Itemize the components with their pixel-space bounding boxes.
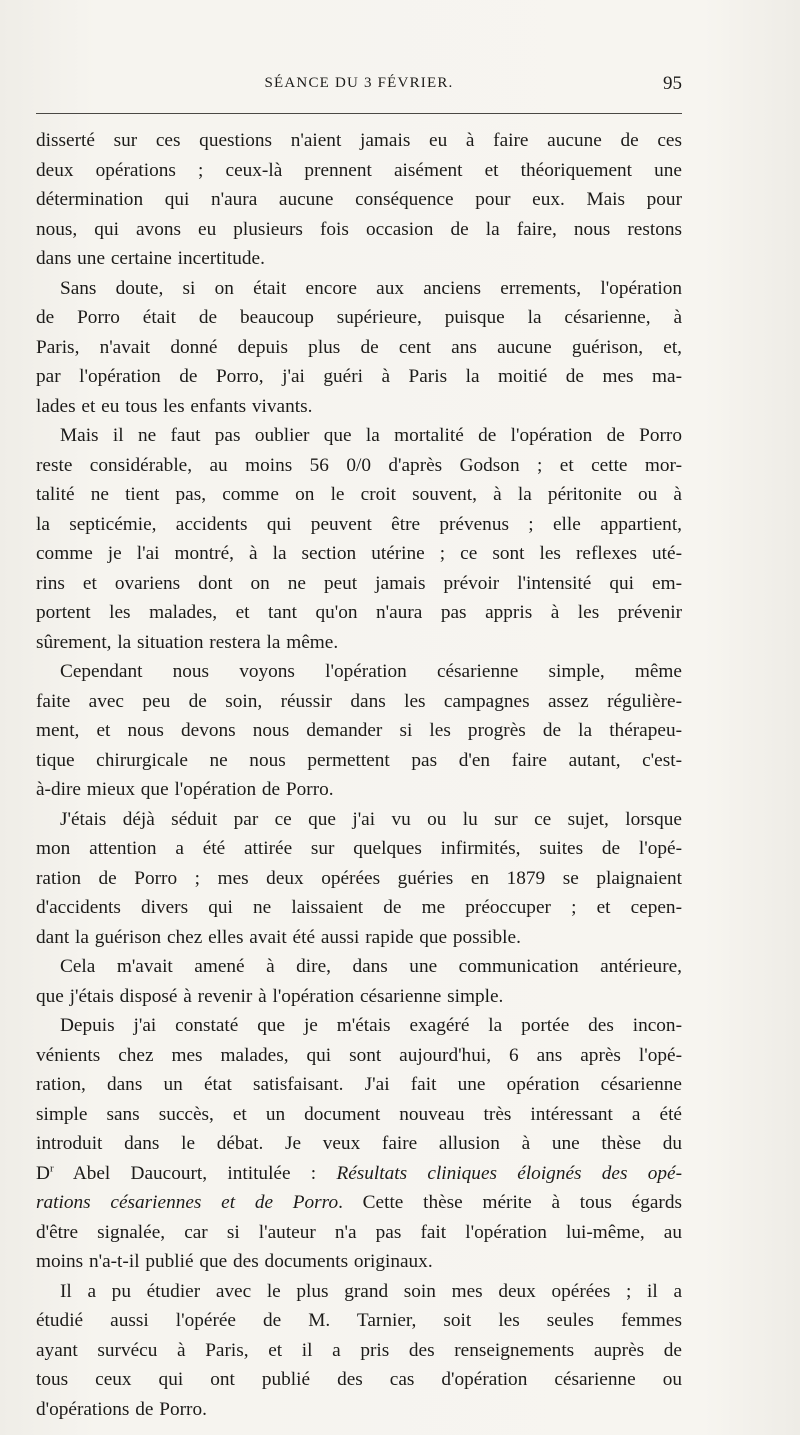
text-line: simple sans succès, et un document nouveau très intéressant a été (36, 1103, 682, 1125)
text-line: Sans doute, si on était encore aux anciens errements, l'opération (60, 277, 682, 299)
text-line: $D^r$ Abel Daucourt, intitulée : Résultats cliniques éloignés des opé- (36, 1162, 682, 1184)
text-line: nous, qui avons eu plusieurs fois occasion de la faire, nous restons (36, 218, 682, 240)
thesis-title: Résultats cliniques éloignés des opé- (336, 1162, 682, 1184)
text-line: ration de Porro ; mes deux opérées guéries en 1879 se plaignaient (36, 867, 682, 889)
text-line: Mais il ne faut pas oublier que la mortalité de l'opération de Porro (60, 425, 682, 446)
text-line: de Porro était de beaucoup supérieure, puisque la césarienne, à (36, 307, 682, 328)
doctor-abbrev: $D^r$ (36, 1162, 54, 1184)
text-line: Cela m'avait amené à dire, dans une communication antérieure, (60, 956, 682, 977)
text-line: à-dire mieux que l'opération de Porro. (36, 779, 334, 800)
text-line: d'accidents divers qui ne laissaient de me préoccuper ; et cepen- (36, 897, 682, 918)
text-line: Paris, n'avait donné depuis plus de cent ans aucune guérison, et, (36, 336, 682, 358)
text-line: comme je l'ai montré, à la section utérine ; ce sont les reflexes uté- (36, 543, 682, 564)
text-line: dant la guérison chez elles avait été aussi rapide que possible. (36, 926, 521, 948)
text-line: reste considérable, au moins 56 0/0 d'après Godson ; et cette mor- (36, 454, 682, 476)
text-line: d'être signalée, car si l'auteur n'a pas fait l'opération lui-même, au (36, 1221, 682, 1243)
text-line: Il a pu étudier avec le plus grand soin mes deux opérées ; il a (60, 1280, 682, 1302)
running-head (36, 75, 682, 97)
body-text (36, 126, 682, 1424)
text-line: tique chirurgicale ne nous permettent pas d'en faire autant, c'est- (36, 749, 682, 771)
text-line: la septicémie, accidents qui peuvent être prévenus ; elle appartient, (36, 513, 682, 535)
text-line: étudié aussi l'opérée de M. Tarnier, soit les seules femmes (36, 1310, 682, 1331)
text-line: Depuis j'ai constaté que je m'étais exagéré la portée des incon- (60, 1015, 682, 1036)
text-line: détermination qui n'aura aucune conséquence pour eux. Mais pour (36, 189, 682, 210)
text-line: talité ne tient pas, comme on le croit souvent, à la péritonite ou à (36, 484, 682, 505)
text-line: deux opérations ; ceux-là prennent aisément et théoriquement une (36, 159, 682, 181)
running-title: SÉANCE DU 3 FÉVRIER. (264, 75, 454, 91)
text-line: ration, dans un état satisfaisant. J'ai fait une opération césarienne (36, 1074, 682, 1095)
page-number: 95 (663, 73, 682, 94)
text-line: vénients chez mes malades, qui sont aujourd'hui, 6 ans après l'opé- (36, 1044, 682, 1066)
thesis-title: rations césariennes et de Porro (36, 1192, 339, 1213)
text-line: faite avec peu de soin, réussir dans les campagnes assez régulière- (36, 690, 682, 712)
text-line: ayant survécu à Paris, et il a pris des renseignements auprès de (36, 1339, 682, 1361)
text-line: sûrement, la situation restera la même. (36, 631, 339, 653)
text-line: mon attention a été attirée sur quelques infirmités, suites de l'opé- (36, 838, 682, 859)
text-line: introduit dans le débat. Je veux faire allusion à une thèse du (36, 1133, 682, 1154)
text-line: tous ceux qui ont publié des cas d'opération césarienne ou (36, 1369, 682, 1390)
text-line: rations césariennes et de Porro. Cette thèse mérite à tous égards (36, 1192, 682, 1213)
text-line: J'étais déjà séduit par ce que j'ai vu ou lu sur ce sujet, lorsque (60, 808, 682, 830)
header-rule (36, 113, 682, 114)
text-line: que j'étais disposé à revenir à l'opération césarienne simple. (36, 985, 504, 1007)
text-line: dans une certaine incertitude. (36, 248, 265, 269)
text-line: lades et eu tous les enfants vivants. (36, 395, 313, 417)
text-line: rins et ovariens dont on ne peut jamais prévoir l'intensité qui em- (36, 572, 682, 594)
text-line: par l'opération de Porro, j'ai guéri à Paris la moitié de mes ma- (36, 366, 682, 387)
text-line: Cependant nous voyons l'opération césarienne simple, même (60, 661, 682, 682)
text-line: moins n'a-t-il publié que des documents originaux. (36, 1251, 433, 1272)
text-line: disserté sur ces questions n'aient jamais eu à faire aucune de ces (36, 130, 682, 151)
text-line: ment, et nous devons nous demander si les progrès de la thérapeu- (36, 720, 682, 741)
text-line: d'opérations de Porro. (36, 1398, 207, 1420)
text-line: portent les malades, et tant qu'on n'aura pas appris à les prévenir (36, 602, 682, 623)
